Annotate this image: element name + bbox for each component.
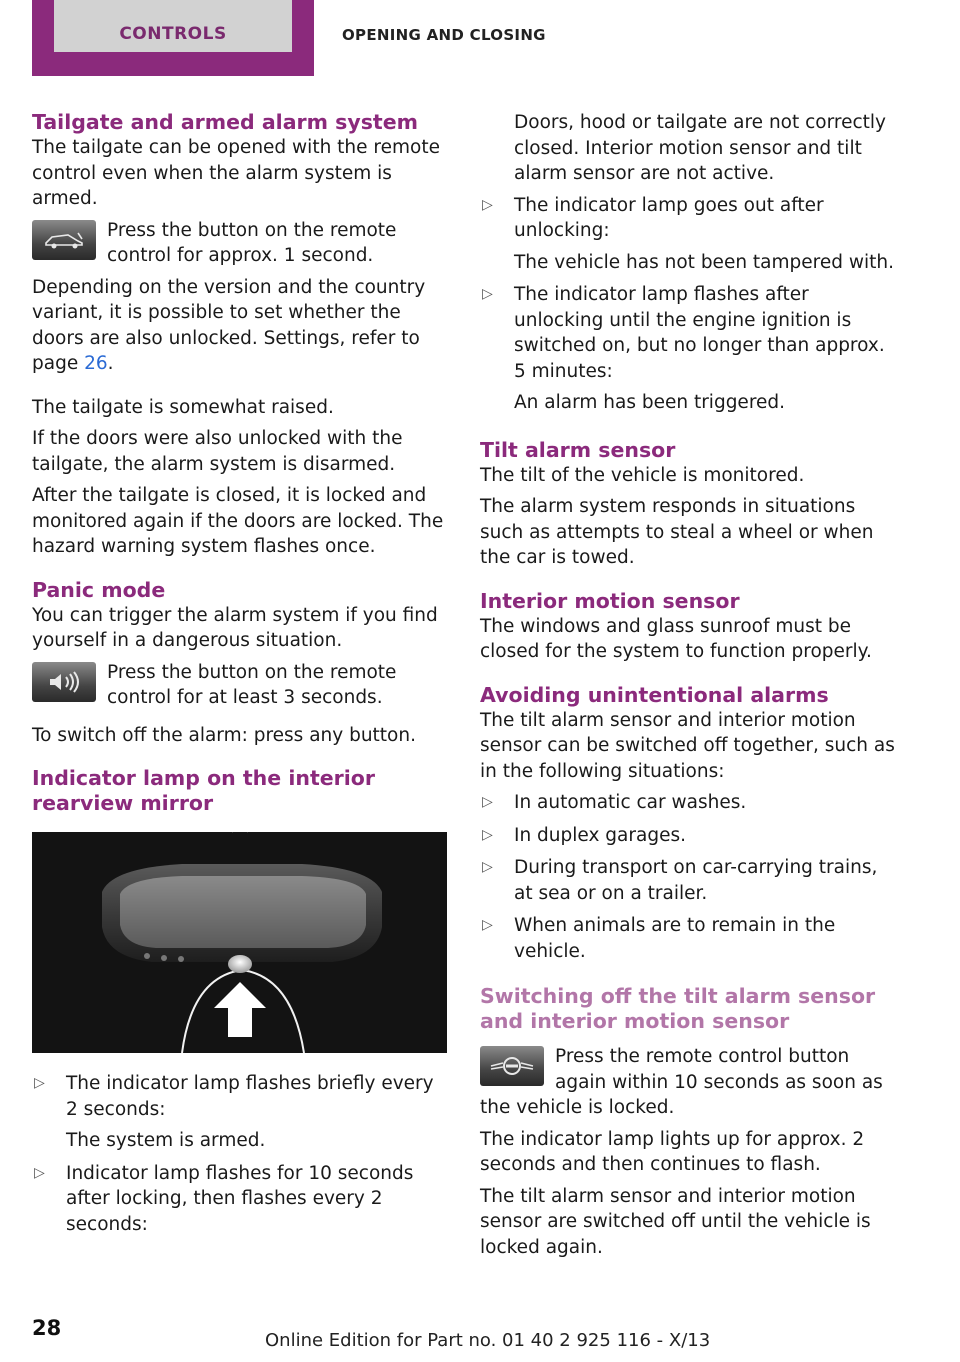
tab-controls-label: CONTROLS <box>54 0 292 52</box>
paragraph: The indicator lamp lights up for approx. 2 seconds and then continues to flash. <box>480 1128 865 1175</box>
page-link[interactable]: 26 <box>84 353 108 374</box>
triangle-bullet-icon: ▷ <box>482 859 493 875</box>
paragraph: The windows and glass sunroof must be closed for the system to function properly. <box>480 615 872 662</box>
indicator-list <box>32 1071 450 1237</box>
instruction-text: Press the remote control button again within 10 seconds as soon as the vehicle is locked. <box>480 1046 883 1118</box>
triangle-bullet-icon: ▷ <box>482 917 493 933</box>
page-number: 28 <box>32 1316 62 1340</box>
list-item: ▷ The indicator lamp goes out after unlocking: The vehicle has not been tampered with. <box>482 194 894 273</box>
list-item: ▷ Indicator lamp flashes for 10 seconds after locking, then flashes every 2 seconds: <box>34 1162 414 1235</box>
situations-list <box>480 790 898 964</box>
heading-switch-off: Switching off the tilt alarm sensor and interior motion sensor <box>480 984 876 1033</box>
paragraph: The tilt alarm sensor and interior motion sensor can be switched off together, such as in the following situations: <box>480 709 895 782</box>
list-item: ▷ In automatic car washes. <box>480 790 898 816</box>
paragraph: You can trigger the alarm system if you find yourself in a dangerous situation. <box>32 604 438 651</box>
heading-indicator: Indicator lamp on the interior rearview mirror <box>32 766 375 815</box>
paragraph: The tailgate is somewhat raised. <box>32 396 334 418</box>
list-item: ▷ When animals are to remain in the vehicle. <box>482 915 836 962</box>
heading-avoid: Avoiding unintentional alarms <box>480 682 829 707</box>
paragraph: The tilt of the vehicle is monitored. <box>480 464 805 486</box>
right-column <box>480 110 898 1266</box>
list-item-continuation: Doors, hood or tailgate are not correctly closed. Interior motion sensor and tilt alarm sensor are not active. <box>514 112 886 184</box>
tailgate-button-icon <box>32 220 96 260</box>
triangle-bullet-icon: ▷ <box>34 1075 45 1091</box>
triangle-bullet-icon: ▷ <box>482 794 493 810</box>
indicator-list-continued <box>480 193 898 416</box>
mini-logo-button-icon <box>480 1046 544 1086</box>
edition-text: Online Edition for Part no. 01 40 2 925 116 - X/13 <box>265 1330 711 1351</box>
paragraph: The tilt alarm sensor and interior motion sensor are switched off until the vehicle is locked again. <box>480 1185 871 1258</box>
instruction-block <box>480 1044 898 1121</box>
heading-panic: Panic mode <box>32 577 166 602</box>
list-item: ▷ The indicator lamp flashes after unlocking until the engine ignition is switched on, but no longer than approx. 5 minutes: An alarm has been triggered. <box>482 284 885 413</box>
heading-interior: Interior motion sensor <box>480 588 740 613</box>
paragraph: After the tailgate is closed, it is locked and monitored again if the doors are locked. The hazard warning system flashes once. <box>32 485 444 557</box>
heading-tilt: Tilt alarm sensor <box>480 437 676 462</box>
left-column <box>32 110 450 1244</box>
rearview-mirror-image <box>32 832 447 1053</box>
instruction-row <box>32 218 450 269</box>
triangle-bullet-icon: ▷ <box>482 826 493 843</box>
heading-tailgate: Tailgate and armed alarm system <box>32 110 418 134</box>
triangle-bullet-icon: ▷ <box>482 286 493 302</box>
instruction-text: Press the button on the remote control for approx. 1 second. <box>107 219 397 266</box>
tab-section-label: OPENING AND CLOSING <box>342 26 546 44</box>
triangle-bullet-icon: ▷ <box>482 196 493 213</box>
speaker-button-icon <box>32 662 96 702</box>
paragraph-settings: Depending on the version and the country variant, it is possible to set whether the doors are also unlocked. Settings, refer to page 26. <box>32 276 426 374</box>
triangle-bullet-icon: ▷ <box>34 1164 45 1181</box>
list-item: ▷ The indicator lamp flashes briefly every 2 seconds: The system is armed. <box>34 1073 434 1151</box>
instruction-text: Press the button on the remote control for at least 3 seconds. <box>107 661 397 708</box>
paragraph: If the doors were also unlocked with the tailgate, the alarm system is disarmed. <box>32 428 403 475</box>
list-item: ▷ During transport on car-carrying trains, at sea or on a trailer. <box>482 857 878 904</box>
header-tab-controls <box>32 0 314 76</box>
paragraph: The alarm system responds in situations such as attempts to steal a wheel or when the car is towed. <box>480 496 874 568</box>
paragraph: To switch off the alarm: press any button. <box>32 724 416 746</box>
instruction-row <box>32 660 450 711</box>
paragraph: The tailgate can be opened with the remote control even when the alarm system is armed. <box>32 137 440 209</box>
list-item: ▷ In duplex garages. <box>480 823 898 849</box>
